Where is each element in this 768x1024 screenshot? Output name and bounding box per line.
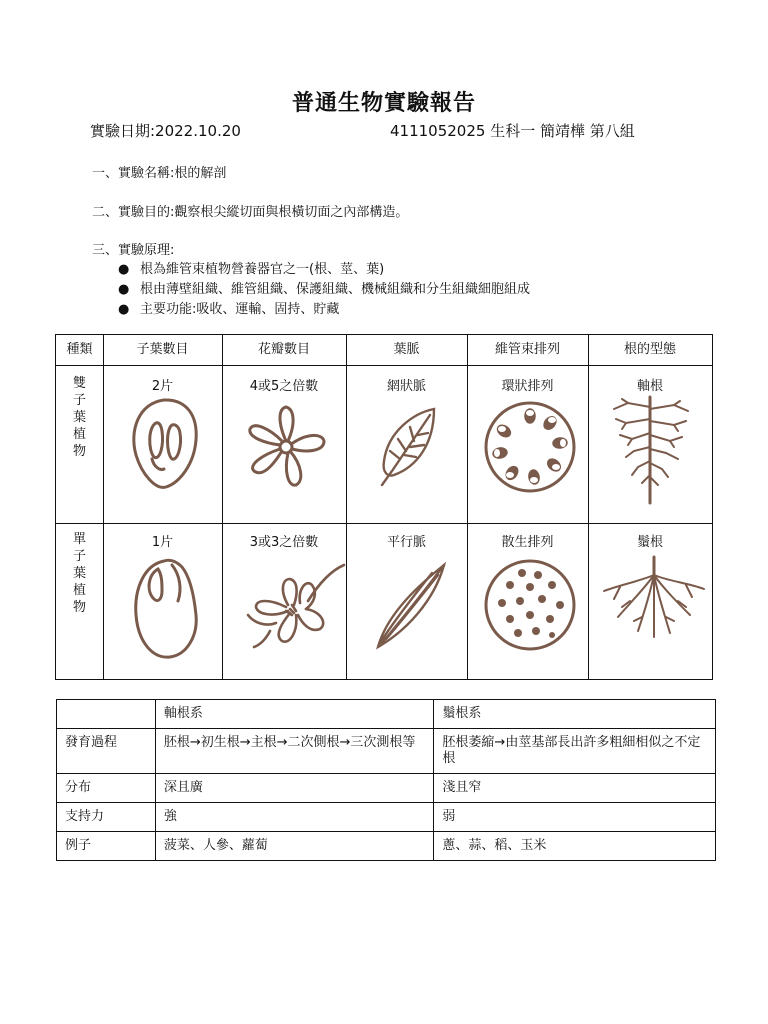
dicot-vascular: 環狀排列 bbox=[501, 379, 554, 394]
table-cell: 胚根→初生根→主根→二次側根→三次測根等 bbox=[155, 729, 434, 774]
monocot-vascular: 散生排列 bbox=[501, 535, 554, 550]
root-system-table bbox=[56, 699, 716, 861]
dicot-cotyledon: 2片 bbox=[151, 379, 174, 394]
fibrous-root-icon bbox=[600, 555, 708, 639]
dicot-seed-icon bbox=[124, 395, 204, 495]
table-cell bbox=[57, 700, 156, 729]
table-cell: 淺且窄 bbox=[434, 774, 716, 803]
header-cotyledon: 子葉數目 bbox=[136, 342, 189, 357]
monocot-root: 鬚根 bbox=[636, 535, 663, 550]
dicot-petal: 4或5之倍數 bbox=[249, 379, 319, 394]
five-petal-flower-icon bbox=[242, 403, 330, 491]
ring-vascular-icon bbox=[482, 399, 578, 495]
table-cell: 強 bbox=[155, 803, 434, 832]
table-cell: 例子 bbox=[57, 832, 156, 861]
table-cell: 菠菜、人參、蘿蔔 bbox=[155, 832, 434, 861]
dicot-vein: 網狀脈 bbox=[386, 379, 426, 394]
monocot-cotyledon: 1片 bbox=[151, 535, 174, 550]
table-cell: 發育過程 bbox=[57, 729, 156, 774]
monocot-seed-icon bbox=[128, 555, 204, 665]
experiment-name: 一、實驗名稱:根的解剖 bbox=[92, 166, 227, 181]
table-cell: 胚根萎縮→由莖基部長出許多粗細相似之不定根 bbox=[434, 729, 716, 774]
bullet-item bbox=[118, 258, 384, 277]
table-row bbox=[57, 832, 716, 861]
bullet-text: 主要功能:吸收、運輸、固持、貯藏 bbox=[140, 302, 340, 317]
three-petal-flower-icon bbox=[240, 561, 348, 653]
experiment-purpose: 二、實驗目的:觀察根尖縱切面與根橫切面之內部構造。 bbox=[92, 205, 409, 220]
header-type: 種類 bbox=[66, 342, 93, 357]
table-row bbox=[57, 803, 716, 832]
monocot-petal: 3或3之倍數 bbox=[249, 535, 319, 550]
plant-comparison-table bbox=[55, 334, 713, 680]
header-petal: 花瓣數目 bbox=[257, 342, 310, 357]
table-cell: 分布 bbox=[57, 774, 156, 803]
bullet-item bbox=[118, 278, 530, 297]
table-row bbox=[57, 700, 716, 729]
parallel-vein-leaf-icon bbox=[372, 561, 448, 653]
scattered-vascular-icon bbox=[482, 557, 578, 653]
header-root: 根的型態 bbox=[623, 342, 676, 357]
taproot-icon bbox=[608, 395, 692, 505]
monocot-label: 單 子 葉 植 物 bbox=[72, 532, 86, 615]
dicot-label: 雙 子 葉 植 物 bbox=[72, 376, 86, 459]
table-cell: 支持力 bbox=[57, 803, 156, 832]
table-cell: 深且廣 bbox=[155, 774, 434, 803]
bullet-glyph: ● bbox=[118, 262, 130, 277]
bullet-glyph: ● bbox=[118, 302, 130, 317]
monocot-vein: 平行脈 bbox=[386, 535, 426, 550]
experiment-date: 實驗日期:2022.10.20 bbox=[90, 122, 241, 140]
table-cell: 蔥、蒜、稻、玉米 bbox=[434, 832, 716, 861]
bullet-text: 根由薄壁組織、維管組織、保護組織、機械組織和分生組織細胞組成 bbox=[140, 282, 531, 297]
dicot-root: 軸根 bbox=[636, 379, 663, 394]
bullet-glyph: ● bbox=[118, 282, 130, 297]
table-cell: 弱 bbox=[434, 803, 716, 832]
bullet-text: 根為維管束植物營養器官之一(根、莖、葉) bbox=[140, 262, 385, 277]
table-row bbox=[57, 774, 716, 803]
author-info: 4111052025 生科一 簡靖樺 第八組 bbox=[390, 122, 635, 140]
table-cell: 軸根系 bbox=[155, 700, 434, 729]
bullet-item bbox=[118, 298, 339, 317]
table-row bbox=[57, 729, 716, 774]
experiment-principle-heading: 三、實驗原理: bbox=[92, 243, 175, 258]
table-cell: 鬚根系 bbox=[434, 700, 716, 729]
report-title: 普通生物實驗報告 bbox=[291, 91, 476, 116]
header-vascular: 維管束排列 bbox=[494, 342, 560, 357]
header-vein: 葉脈 bbox=[393, 342, 420, 357]
net-vein-leaf-icon bbox=[376, 405, 440, 489]
